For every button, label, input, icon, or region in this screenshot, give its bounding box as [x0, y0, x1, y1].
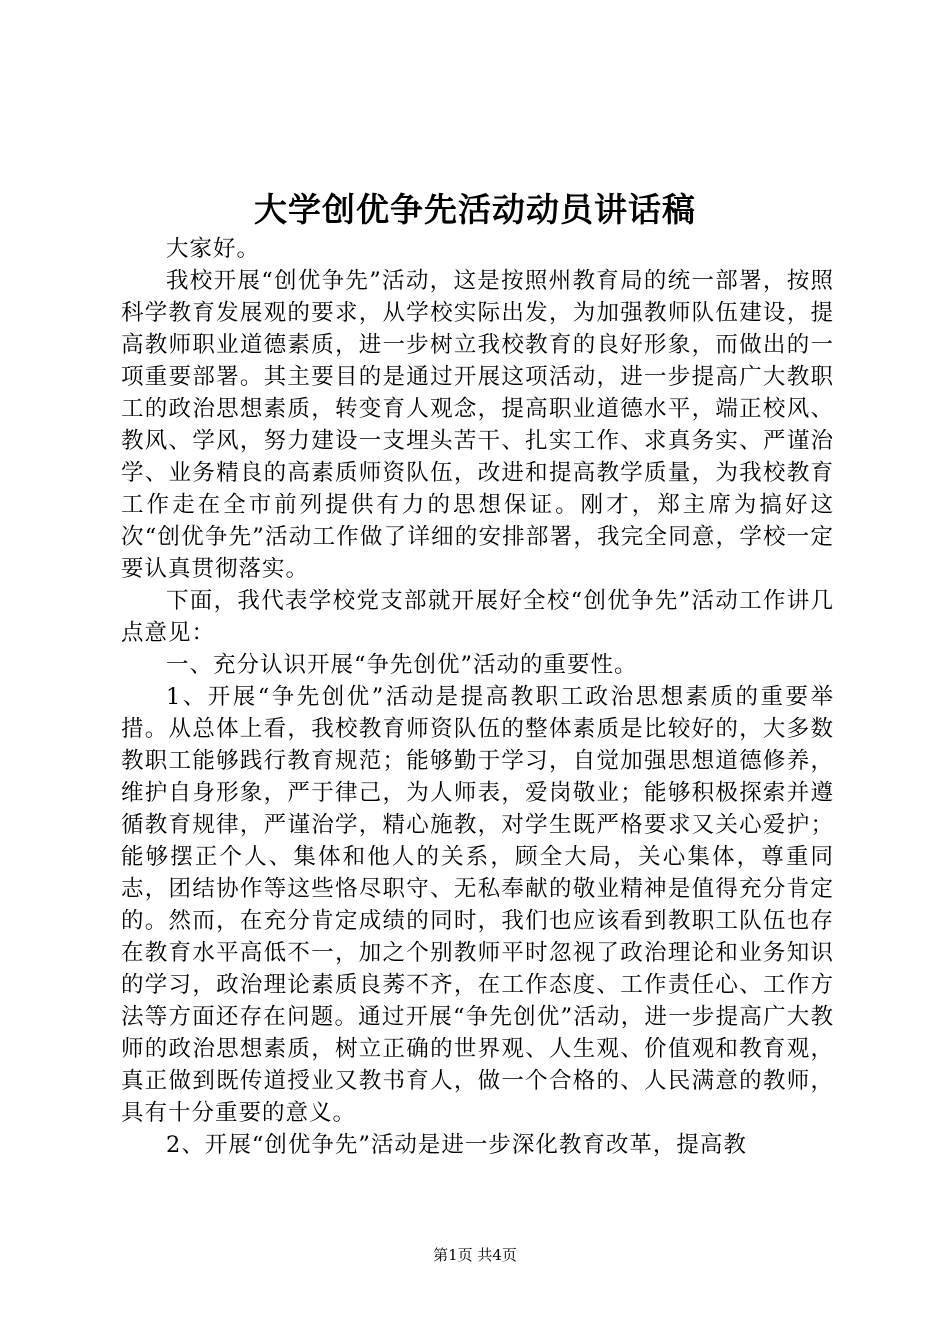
section-heading-1: 一、充分认识开展“争先创优”活动的重要性。 [166, 652, 638, 678]
paragraph-intro: 我校开展“创优争先”活动，这是按照州教育局的统一部署，按照科学教育发展观的要求，从学校实际出发，为加强教师队伍建设，提高教师职业道德素质，进一步树立我校教育的良好形象，而做出的一项重要部署。其主要目的是通过开展这项活动，进一步提高广大教职工的政治思想素质，转变育人观念，提高职业道德水平，端正校风、教风、学风，努力建设一支埋头苦干、扎实工作、求真务实、严谨治学、业务精良的高素质师资队伍，改进和提高教学质量，为我校教育工作走在全市前列提供有力的思想保证。刚才，郑主席为搞好这次“创优争先”活动工作做了详细的安排部署，我完全同意，学校一定要认真贯彻落实。 [121, 268, 834, 582]
paragraph-point-1: 1、开展“争先创优”活动是提高教职工政治思想素质的重要举措。从总体上看，我校教育师资队伍的整体素质是比较好的，大多数教职工能够践行教育规范；能够勤于学习，自觉加强思想道德修养，维护自身形象，严于律己，为人师表，爱岗敬业；能够积极探索并遵循教育规律，严谨治学，精心施教，对学生既严格要求又关心爱护；能够摆正个人、集体和他人的关系，顾全大局，关心集体，尊重同志，团结协作等这些恪尽职守、无私奉献的敬业精神是值得充分肯定的。然而，在充分肯定成绩的同时，我们也应该看到教职工队伍也存在教育水平高低不一，加之个别教师平时忽视了政治理论和业务知识的学习，政治理论素质良莠不齐，在工作态度、工作责任心、工作方法等方面还存在问题。通过开展“争先创优”活动，进一步提高广大教师的政治思想素质，树立正确的世界观、人生观、价值观和教育观，真正做到既传道授业又教书育人，做一个合格的、人民满意的教师，具有十分重要的意义。 [121, 684, 834, 1126]
document-body [121, 233, 834, 1161]
paragraph-greeting: 大家好。 [166, 236, 261, 262]
paragraph-transition: 下面，我代表学校党支部就开展好全校“创优争先”活动工作讲几点意见： [121, 588, 834, 646]
page-footer: 第1页 共4页 [433, 1246, 517, 1264]
document-title: 大学创优争先活动动员讲话稿 [254, 190, 696, 229]
paragraph-point-2: 2、开展“创优争先”活动是进一步深化教育改革，提高教 [166, 1132, 747, 1158]
